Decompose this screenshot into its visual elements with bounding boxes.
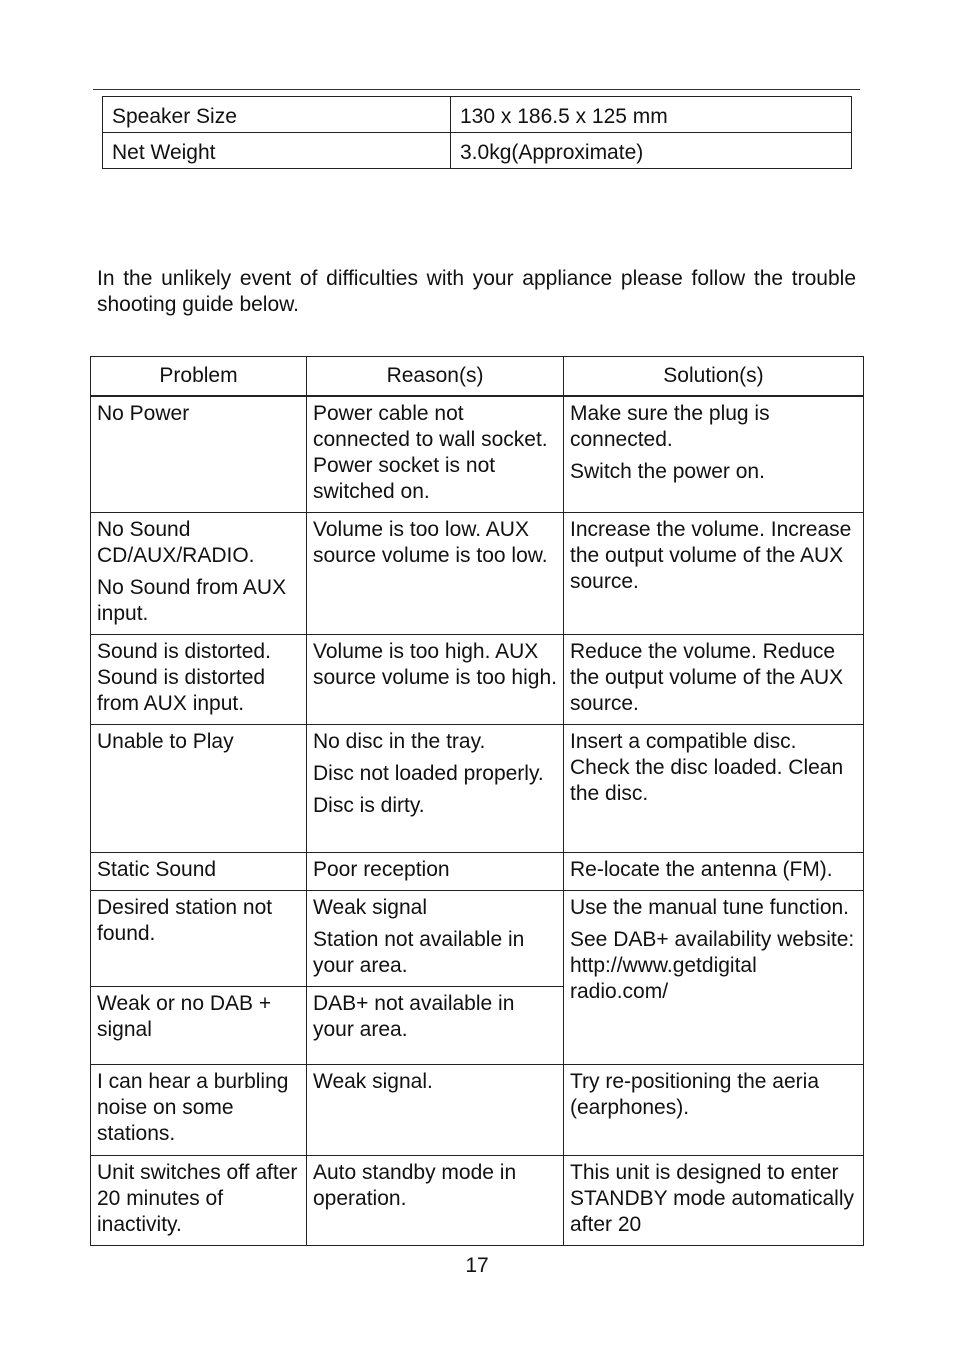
solution-cell [564,852,864,890]
solution-text: Make sure the plug is connected. [570,402,770,451]
problem-cell [91,1155,307,1245]
table-row [91,1064,864,1155]
reason-text: Power cable not connected to wall socket. Power socket is not switched on. [313,402,548,503]
problem-cell [91,1064,307,1155]
header-row [91,357,864,397]
problem-cell [91,724,307,852]
problem-text: Desired station not found. [97,895,273,945]
problem-text: No Power [97,402,190,425]
reason-text: Disc is dirty. [313,793,425,817]
spec-table [102,96,852,169]
solution-cell [564,396,864,512]
reason-text: Volume is too high. AUX source volume is too high. [313,639,557,689]
reason-cell [307,724,564,852]
table-row [91,512,864,634]
reason-text: DAB+ not available in your area. [313,991,515,1041]
problem-text: Static Sound [97,857,217,881]
reason-cell [307,634,564,724]
spec-value: 130 x 186.5 x 125 mm [451,97,852,133]
problem-cell [91,512,307,634]
troubleshooting-table [90,356,864,1246]
page-number: 17 [465,1254,489,1277]
table-row [91,634,864,724]
header-reason: Reason(s) [307,357,564,397]
reason-text: Poor reception [313,857,450,881]
solution-text: Re-locate the antenna (FM). [570,857,833,881]
solution-cell [564,634,864,724]
problem-text: Weak or no DAB + signal [97,991,272,1041]
problem-text: Sound is distorted. Sound is distorted from AUX input. [97,639,271,715]
table-row [91,890,864,986]
solution-cell [564,890,864,1064]
reason-cell [307,512,564,634]
spec-label: Speaker Size [103,97,451,133]
solution-text: Try re-positioning the aeria (earphones). [570,1069,820,1119]
spec-row-net-weight [103,133,852,169]
problem-text: Unable to Play [97,729,234,753]
header-solution: Solution(s) [564,357,864,397]
problem-text: No Sound CD/AUX/RADIO. [97,517,255,567]
table-row [91,852,864,890]
solution-text: Use the manual tune function. [570,895,850,919]
problem-cell [91,396,307,512]
reason-text: Disc not loaded properly. [313,761,544,785]
header-problem: Problem [91,357,307,397]
reason-text: Weak signal [313,895,428,919]
intro-paragraph: In the unlikely event of difficulties with your appliance please follow the trouble shooting guide below. [97,267,856,316]
reason-cell [307,986,564,1064]
solution-text: Switch the power on. [570,460,765,483]
problem-cell [91,890,307,986]
reason-cell [307,396,564,512]
reason-text: No disc in the tray. [313,729,486,753]
reason-cell [307,1064,564,1155]
spec-value: 3.0kg(Approximate) [451,133,852,169]
problem-text: I can hear a burbling noise on some stations. [97,1069,289,1145]
solution-text: Increase the volume. Increase the output volume of the AUX source. [570,517,852,593]
reason-text: Weak signal. [313,1069,433,1093]
problem-text: Unit switches off after 20 minutes of inactivity. [97,1160,298,1236]
problem-cell [91,852,307,890]
solution-text: This unit is designed to enter STANDBY mode automatically after 20 [570,1160,855,1236]
reason-cell [307,890,564,986]
solution-text: Insert a compatible disc. Check the disc loaded. Clean the disc. [570,729,844,805]
solution-text: Reduce the volume. Reduce the output volume of the AUX source. [570,639,844,715]
solution-cell [564,724,864,852]
spec-row-speaker-size [103,97,852,133]
problem-text: No Sound from AUX input. [97,575,287,625]
reason-text: Station not available in your area. [313,927,525,977]
reason-cell [307,852,564,890]
solution-cell [564,1064,864,1155]
problem-cell [91,986,307,1064]
table-row [91,724,864,852]
top-rule [93,89,860,90]
problem-cell [91,634,307,724]
reason-text: Volume is too low. AUX source volume is too low. [313,517,548,567]
table-row [91,396,864,512]
table-row [91,1155,864,1245]
spec-label: Net Weight [103,133,451,169]
reason-text: Auto standby mode in operation. [313,1160,517,1210]
solution-cell [564,1155,864,1245]
reason-cell [307,1155,564,1245]
solution-text: See DAB+ availability website: http://www.getdigital radio.com/ [570,927,855,1003]
solution-cell [564,512,864,634]
